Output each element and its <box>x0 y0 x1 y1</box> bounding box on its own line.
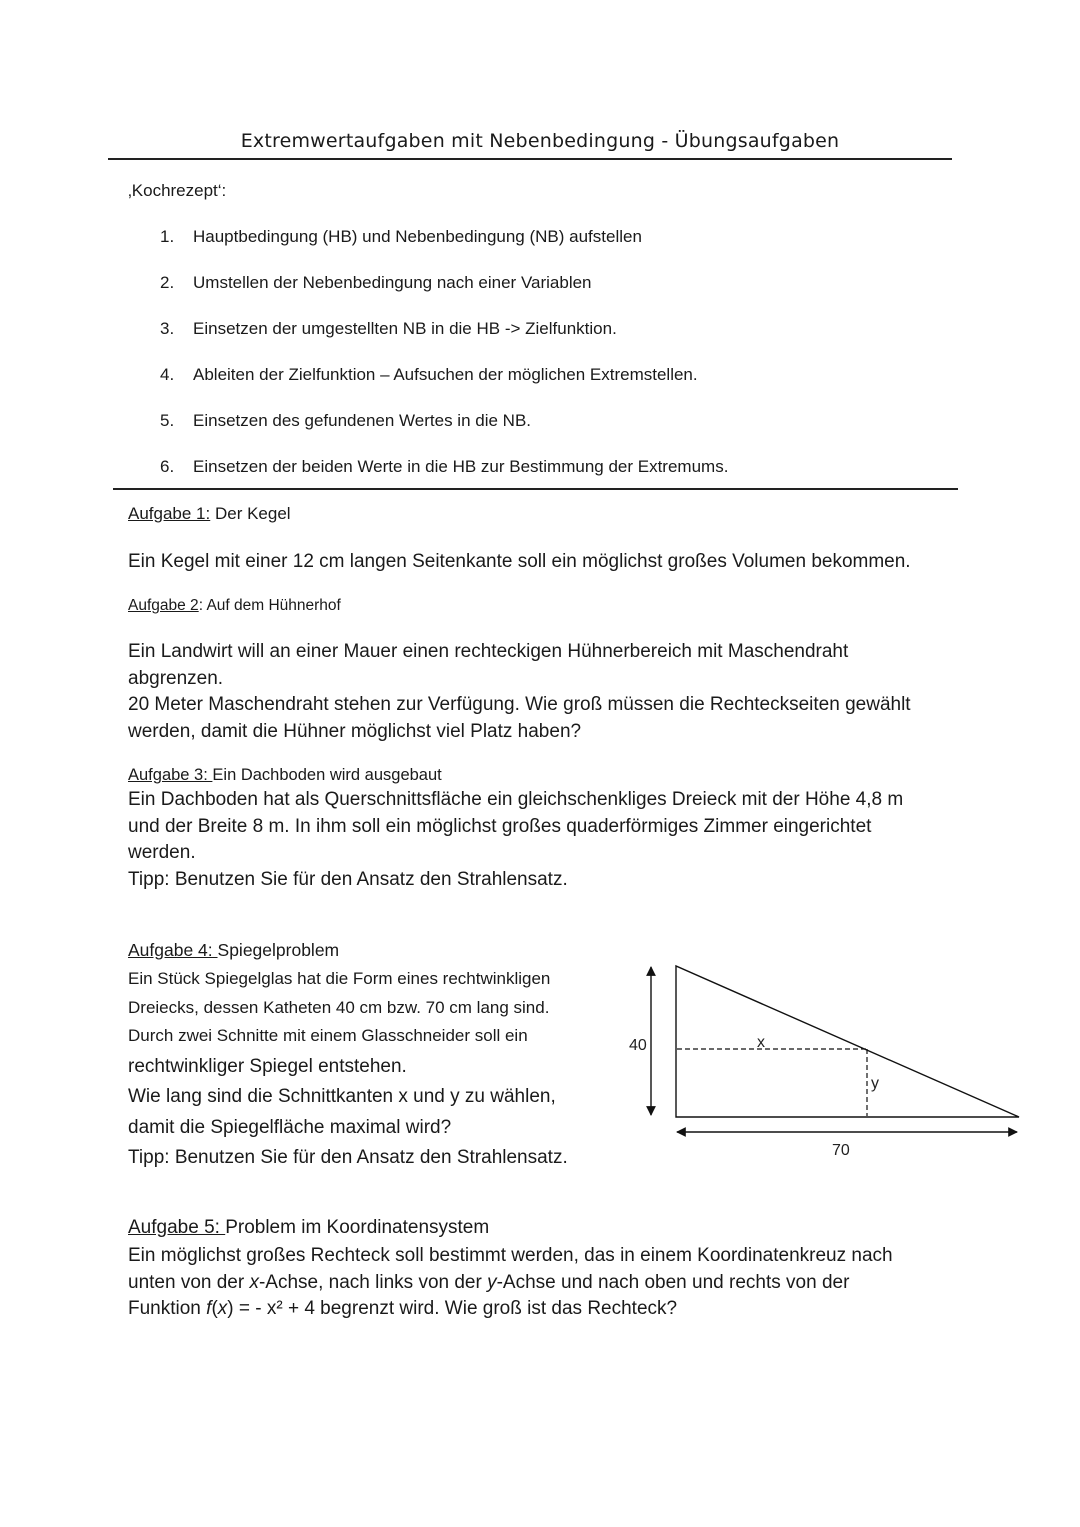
step-number: 5. <box>160 411 175 430</box>
step-number: 4. <box>160 365 175 384</box>
text-run: ) = - x² + 4 begrenzt wird. Wie groß ist das Rechteck? <box>227 1298 678 1319</box>
step-text: Einsetzen der beiden Werte in die HB zur Bestimmung der Extremums. <box>193 457 729 476</box>
recipe-step <box>160 456 728 502</box>
recipe-steps <box>160 226 728 502</box>
task4-line: Ein Stück Spiegelglas hat die Form eines rechtwinkligen <box>128 969 551 988</box>
task5-line: Ein möglichst großes Rechteck soll bestimmt werden, das in einem Koordinatenkreuz nach <box>128 1245 893 1266</box>
task2-line: Ein Landwirt will an einer Mauer einen rechteckigen Hühnerbereich mit Maschendraht <box>128 641 849 662</box>
task4-label: Aufgabe 4: <box>128 940 218 960</box>
recipe-heading: ‚Kochrezept‘: <box>128 181 227 200</box>
width-label: 70 <box>832 1142 850 1159</box>
task3-line: werden. <box>128 842 196 863</box>
recipe-step <box>160 410 728 456</box>
task1-text: Ein Kegel mit einer 12 cm langen Seitenkante soll ein möglichst großes Volumen bekommen. <box>128 551 911 572</box>
step-number: 6. <box>160 457 175 476</box>
task2-line: abgrenzen. <box>128 667 224 689</box>
task2-text <box>128 639 911 745</box>
task4-line: Durch zwei Schnitte mit einem Glasschneider soll ein <box>128 1026 528 1045</box>
step-number: 3. <box>160 319 175 338</box>
task3-line: Ein Dachboden hat als Querschnittsfläche ein gleichschenkliges Dreieck mit der Höhe 4,8 m <box>128 789 904 810</box>
step-text: Einsetzen des gefundenen Wertes in die NB. <box>193 411 532 430</box>
task5-heading <box>128 1217 489 1239</box>
recipe-step <box>160 226 728 272</box>
task4-line: damit die Spiegelfläche maximal wird? <box>128 1116 452 1138</box>
y-label: y <box>871 1075 879 1092</box>
x-label: x <box>757 1034 765 1051</box>
task1-title: Der Kegel <box>210 504 291 523</box>
text-run: Funktion <box>128 1298 207 1319</box>
task1-heading <box>128 504 291 524</box>
task2-label: Aufgabe 2 <box>128 597 199 614</box>
text-run: unten von der <box>128 1271 250 1293</box>
x-variable: x <box>249 1271 259 1293</box>
task3-line: Tipp: Benutzen Sie für den Ansatz den Strahlensatz. <box>128 868 568 890</box>
task4-line: Wie lang sind die Schnittkanten x und y zu wählen, <box>128 1086 556 1107</box>
recipe-step <box>160 272 728 318</box>
y-variable: y <box>487 1271 497 1293</box>
title-divider <box>108 158 952 160</box>
step-number: 1. <box>160 227 175 246</box>
task2-line: werden, damit die Hühner möglichst viel Platz haben? <box>128 720 582 742</box>
task4-heading <box>128 940 339 961</box>
task3-text <box>128 787 903 893</box>
task4-line: rechtwinkliger Spiegel entstehen. <box>128 1055 407 1077</box>
task5-label: Aufgabe 5: <box>128 1217 226 1238</box>
x-variable: x <box>217 1298 228 1319</box>
task5-line <box>128 1296 893 1323</box>
task4-title: Spiegelproblem <box>217 940 340 960</box>
text-run: -Achse und nach oben und rechts von der <box>496 1271 850 1293</box>
step-text: Umstellen der Nebenbedingung nach einer Variablen <box>193 273 592 292</box>
task2-line: 20 Meter Maschendraht stehen zur Verfügung. Wie groß müssen die Rechteckseiten gewählt <box>128 694 911 715</box>
task3-label: Aufgabe 3: <box>128 766 213 784</box>
text-run: ( <box>211 1298 218 1319</box>
task5-text <box>128 1243 893 1323</box>
recipe-step <box>160 364 728 410</box>
step-text: Einsetzen der umgestellten NB in die HB -> Zielfunktion. <box>193 319 617 338</box>
task2-heading <box>128 597 341 615</box>
step-text: Hauptbedingung (HB) und Nebenbedingung (NB) aufstellen <box>193 227 642 246</box>
recipe-step <box>160 318 728 364</box>
task3-line: und der Breite 8 m. In ihm soll ein möglichst großes quaderförmiges Zimmer eingerichtet <box>128 815 872 837</box>
task3-title: Ein Dachboden wird ausgebaut <box>212 766 442 784</box>
task5-title: Problem im Koordinatensystem <box>225 1217 490 1238</box>
task4-text <box>128 965 568 1174</box>
page-title: Extremwertaufgaben mit Nebenbedingung - Übungsaufgaben <box>240 130 840 152</box>
mirror-triangle-figure <box>615 955 1035 1165</box>
height-label: 40 <box>629 1037 647 1054</box>
step-number: 2. <box>160 273 175 292</box>
function-name: f <box>206 1298 212 1319</box>
text-run: -Achse, nach links von der <box>258 1271 488 1293</box>
task1-label: Aufgabe 1: <box>128 504 211 523</box>
task3-heading <box>128 766 442 785</box>
task5-line <box>128 1270 893 1297</box>
task2-title: : Auf dem Hühnerhof <box>198 597 341 614</box>
task4-line: Tipp: Benutzen Sie für den Ansatz den Strahlensatz. <box>128 1147 568 1168</box>
task4-line: Dreiecks, dessen Katheten 40 cm bzw. 70 cm lang sind. <box>128 997 550 1017</box>
step-text: Ableiten der Zielfunktion – Aufsuchen der möglichen Extremstellen. <box>193 365 698 384</box>
triangle-shape <box>676 966 1019 1117</box>
recipe-divider <box>113 488 958 490</box>
